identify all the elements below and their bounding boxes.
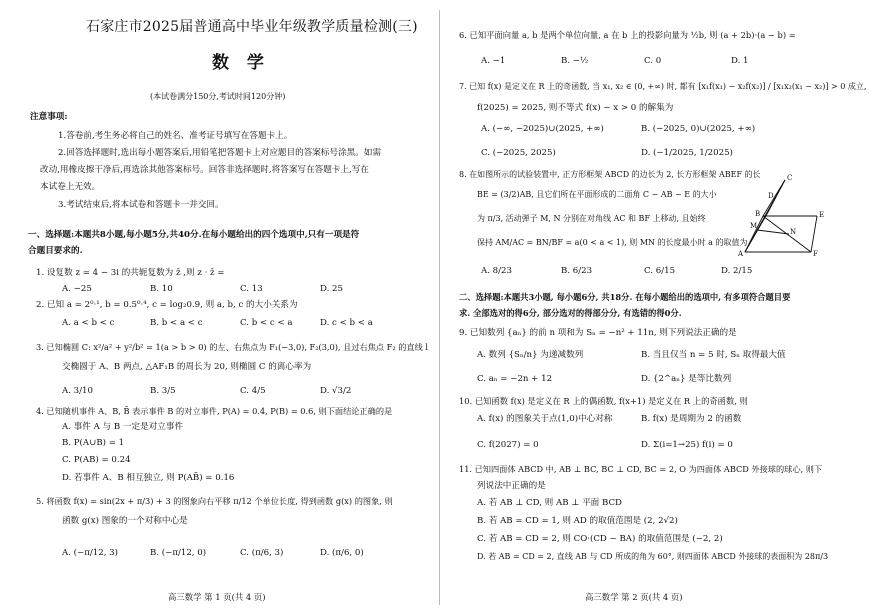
question-6-option-c: C. 0: [644, 56, 662, 66]
note-line: 2.回答选择题时,选出每小题答案后,用铅笔把答题卡上对应题目的答案标号涂黑。如需: [58, 148, 382, 158]
question-4-option-a: A. 事件 A 与 B 一定是对立事件: [62, 422, 184, 432]
question-7-option-a: A. (−∞, −2025)∪(2025, +∞): [481, 124, 604, 134]
question-3-stem-cont: 交椭圆于 A、B 两点, △AF₁B 的周长为 20, 则椭圆 C 的离心率为: [62, 362, 312, 372]
note-line: 1.答卷前,考生务必将自己的姓名、准考证号填写在答题卡上。: [58, 131, 293, 141]
question-11-option-a: A. 若 AB ⊥ CD, 则 AB ⊥ 平面 BCD: [477, 498, 622, 508]
section2-heading-cont: 求. 全部选对的得6分, 部分选对的得部分分, 有选错的得0分.: [459, 308, 682, 318]
question-7-option-b: B. (−2025, 0)∪(2025, +∞): [641, 124, 756, 134]
note-line: 本试卷上无效。: [40, 182, 101, 192]
question-7-stem: 7. 已知 f(x) 是定义在 R 上的奇函数, 当 x₁, x₂ ∈ (0, +∞) 时, 都有 [x₁f(x₁) − x₂f(x₂)] / [x₁x₂(x₁ − x₂)] > 0 成立,: [459, 82, 867, 91]
question-3-stem: 3. 已知椭圆 C: x²/a² + y²/b² = 1(a > b > 0) 的左、右焦点为 F₁(−3,0), F₂(3,0), 且过右焦点 F₂ 的直线 l: [36, 342, 429, 352]
question-3-option-d: D. √3/2: [320, 386, 352, 396]
question-10-option-c: C. f(2027) = 0: [477, 440, 539, 450]
question-6-option-d: D. 1: [731, 56, 749, 66]
question-8-figure: [737, 172, 829, 260]
question-4-option-d: D. 若事件 A、B 相互独立, 则 P(AB̄) = 0.16: [62, 473, 235, 483]
section1-heading: 一、选择题:本题共8小题,每小题5分,共40分.在每小题给出的四个选项中,只有一项是符: [28, 230, 360, 240]
question-3-option-c: C. 4/5: [240, 386, 266, 396]
question-5-option-c: C. (π/6, 3): [240, 548, 284, 558]
figure-label-n: N: [790, 228, 797, 236]
question-5-option-b: B. (−π/12, 0): [150, 548, 207, 558]
question-2-option-c: C. b < c < a: [240, 318, 293, 328]
question-10-option-a: A. f(x) 的图象关于点(1,0)中心对称: [477, 414, 613, 424]
question-4-option-b: B. P(A∪B) = 1: [62, 438, 125, 448]
question-9-option-b: B. 当且仅当 n = 5 时, Sₙ 取得最大值: [641, 350, 786, 360]
question-1-option-a: A. −25: [62, 284, 92, 294]
question-9-stem: 9. 已知数列 {aₙ} 的前 n 项和为 Sₙ = −n² + 11n, 则下列说法正确的是: [459, 328, 737, 338]
question-11-option-b: B. 若 AB = CD = 1, 则 AD 的取值范围是 (2, 2√2): [477, 516, 678, 526]
question-5-stem-cont: 函数 g(x) 图象的一个对称中心是: [62, 516, 188, 526]
subject-title: 数 学: [212, 53, 270, 73]
question-11-stem-cont: 列说法中正确的是: [477, 481, 546, 491]
question-3-option-b: B. 3/5: [150, 386, 176, 396]
page-footer-left: 高三数学 第 1 页(共 4 页): [168, 592, 266, 602]
question-11-option-d: D. 若 AB = CD = 2, 直线 AB 与 CD 所成的角为 60°, 则四面体 ABCD 外接球的表面积为 28π/3: [477, 552, 829, 561]
question-9-option-a: A. 数列 {Sₙ/n} 为递减数列: [477, 350, 584, 360]
figure-label-e: E: [819, 211, 825, 219]
question-8-stem-3: 为 π/3, 活动弹子 M, N 分别在对角线 AC 和 BF 上移动, 且始终: [477, 214, 706, 223]
page-footer-right: 高三数学 第 2 页(共 4 页): [585, 592, 683, 602]
figure-label-m: M: [750, 222, 758, 230]
question-5-option-a: A. (−π/12, 3): [62, 548, 118, 558]
question-10-option-d: D. Σ(i=1→25) f(i) = 0: [641, 440, 733, 450]
question-10-option-b: B. f(x) 是周期为 2 的函数: [641, 414, 742, 424]
figure-label-d: D: [768, 192, 774, 200]
right-column: [441, 0, 870, 615]
question-3-option-a: A. 3/10: [62, 386, 93, 396]
question-11-stem: 11. 已知四面体 ABCD 中, AB ⊥ BC, BC ⊥ CD, BC = 2, O 为四面体 ABCD 外接球的球心, 则下: [459, 464, 823, 474]
question-8-stem-4: 保持 AM/AC = BN/BF = a(0 < a < 1), 则 MN 的长度最小时 a 的取值为: [477, 238, 748, 247]
question-1-option-b: B. 10: [150, 284, 173, 294]
question-7-stem-cont: f(2025) = 2025, 则不等式 f(x) − x > 0 的解集为: [477, 103, 674, 113]
question-9-option-d: D. {2^aₙ} 是等比数列: [641, 374, 732, 384]
question-8-stem: 8. 在如图所示的试验装置中, 正方形框架 ABCD 的边长为 2, 长方形框架 ABEF 的长: [459, 170, 761, 179]
note-line: 3.考试结束后,将本试卷和答题卡一并交回。: [58, 200, 224, 210]
question-5-stem: 5. 将函数 f(x) = sin(2x + π/3) + 3 的图象向右平移 π/12 个单位长度, 得到函数 g(x) 的图象, 则: [36, 496, 393, 506]
section1-heading-cont: 合题目要求的.: [28, 246, 83, 256]
question-2-option-b: B. b < a < c: [150, 318, 203, 328]
section2-heading: 二、选择题:本题共3小题, 每小题6分, 共18分. 在每小题给出的选项中, 有多项符合题目要: [459, 292, 791, 302]
question-2-option-a: A. a < b < c: [62, 318, 115, 328]
question-6-stem: 6. 已知平面向量 a, b 是两个单位向量, a 在 b 上的投影向量为 ½b, 则 (a + 2b)·(a − b) =: [459, 30, 796, 40]
question-1-stem: 1. 设复数 z = 4 − 3i 的共轭复数为 z̄ ,则 z · z̄ =: [36, 268, 225, 278]
question-1-option-d: D. 25: [320, 284, 343, 294]
question-11-option-c: C. 若 AB = CD = 2, 则 CO·(CD − BA) 的取值范围是 (−2, 2): [477, 534, 723, 544]
question-8-option-a: A. 8/23: [481, 266, 512, 276]
notes-heading: 注意事项:: [30, 112, 68, 122]
question-10-stem: 10. 已知函数 f(x) 是定义在 R 上的偶函数, f(x+1) 是定义在 R 上的奇函数, 则: [459, 396, 748, 406]
exam-info: (本试卷满分150分,考试时间120分钟): [150, 92, 286, 101]
figure-edge: [811, 216, 817, 252]
figure-label-c: C: [787, 174, 793, 182]
question-5-option-d: D. (π/6, 0): [320, 548, 364, 558]
question-4-stem: 4. 已知随机事件 A、B, B̄ 表示事件 B 的对立事件, P(A) = 0.4, P(B) = 0.6, 则下面结论正确的是: [36, 406, 393, 416]
question-8-option-d: D. 2/15: [721, 266, 753, 276]
note-line: 改动,用橡皮擦干净后,再选涂其他答案标号。回答非选择题时,将答案写在答题卡上,写在: [40, 165, 369, 175]
question-6-option-a: A. −1: [481, 56, 506, 66]
question-4-option-c: C. P(AB) = 0.24: [62, 455, 131, 465]
exam-title: 石家庄市2025届普通高中毕业年级教学质量检测(三): [86, 19, 418, 35]
column-divider: [439, 10, 440, 605]
figure-label-a: A: [738, 250, 744, 258]
question-1-option-c: C. 13: [240, 284, 263, 294]
question-8-option-c: C. 6/15: [644, 266, 676, 276]
figure-label-f: F: [813, 250, 818, 258]
question-7-option-d: D. (−1/2025, 1/2025): [641, 148, 733, 158]
question-2-option-d: D. c < b < a: [320, 318, 373, 328]
question-9-option-c: C. aₙ = −2n + 12: [477, 374, 553, 384]
question-8-stem-2: BE = (3/2)AB, 且它们所在平面形成的二面角 C − AB − E 的大小: [477, 190, 717, 199]
question-8-option-b: B. 6/23: [561, 266, 593, 276]
figure-label-b: B: [755, 210, 761, 218]
question-6-option-b: B. −½: [561, 56, 589, 66]
question-2-stem: 2. 已知 a = 2⁰·¹, b = 0.5⁰·⁴, c = log₂0.9, 则 a, b, c 的大小关系为: [36, 300, 298, 310]
question-7-option-c: C. (−2025, 2025): [481, 148, 556, 158]
